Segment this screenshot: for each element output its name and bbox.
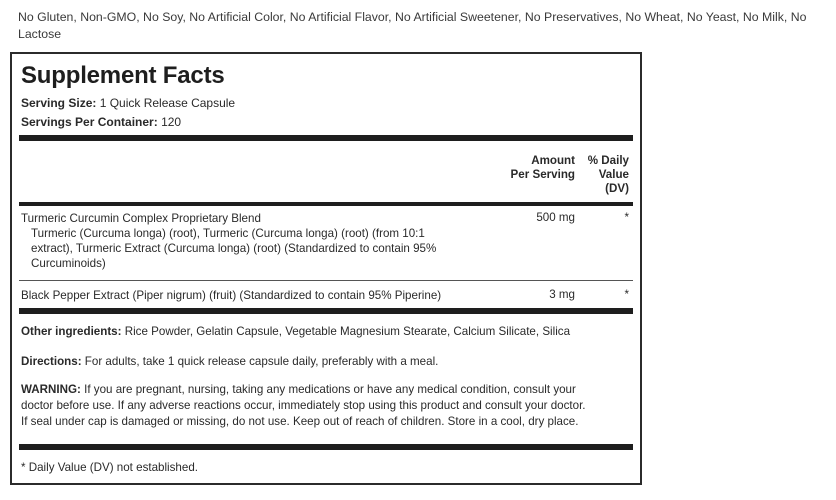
ingredient-name: Black Pepper Extract (Piper nigrum) (fruit) (Standardized to contain 95% Piperine) [21, 289, 442, 302]
row-divider [19, 280, 633, 281]
warning-label: WARNING: [21, 383, 81, 396]
ingredient-name: Turmeric Curcumin Complex Proprietary Blend [21, 212, 261, 225]
ingredient-detail [21, 226, 436, 271]
thick-divider [19, 444, 633, 450]
ingredient-detail-line: Turmeric (Curcuma longa) (root), Turmeric (Curcuma longa) (root) (from 10:1 [31, 227, 425, 240]
servings-value: 120 [161, 115, 182, 129]
amount-header [492, 154, 575, 182]
panel-title: Supplement Facts [21, 62, 225, 89]
ingredient-amount: 3 mg [549, 288, 575, 301]
allergen-statement: No Gluten, Non-GMO, No Soy, No Artificial Color, No Artificial Flavor, No Artificial Sweetener, No Preservatives, No Wheat, No Yeast, No Milk, No Lactose [18, 10, 807, 41]
warning-line: If you are pregnant, nursing, taking any medications or have any medical condition, consult your [84, 383, 576, 396]
ingredient-row [21, 288, 441, 303]
footnote: * Daily Value (DV) not established. [21, 461, 198, 474]
amount-header-line2: Per Serving [510, 168, 575, 181]
ingredient-dv: * [624, 288, 629, 301]
ingredient-dv: * [624, 211, 629, 224]
dv-header-line1: % Daily [587, 154, 629, 167]
servings-per-container [21, 115, 181, 129]
warning-line: If seal under cap is damaged or missing, do not use. Keep out of reach of children. Store in a cool, dry place. [21, 415, 579, 428]
dv-header-line2: Value [598, 168, 629, 181]
other-ingredients-label: Other ingredients: [21, 325, 122, 338]
daily-value-header [577, 154, 629, 196]
servings-label: Servings Per Container: [21, 115, 158, 129]
other-ingredients-text: Rice Powder, Gelatin Capsule, Vegetable Magnesium Stearate, Calcium Silicate, Silica [124, 325, 571, 338]
thick-divider [19, 135, 633, 141]
amount-header-line1: Amount [531, 154, 575, 167]
header-divider [19, 202, 633, 206]
warning-line: doctor before use. If any adverse reactions occur, immediately stop using this product and consult your doctor. [21, 399, 586, 412]
serving-size-label: Serving Size: [21, 96, 97, 110]
serving-size-value: 1 Quick Release Capsule [99, 96, 236, 110]
ingredient-detail-line: Curcuminoids) [31, 257, 106, 270]
serving-size [21, 96, 235, 110]
thick-divider [19, 308, 633, 314]
dv-header-line3: (DV) [605, 182, 629, 195]
directions-label: Directions: [21, 355, 82, 368]
directions-text: For adults, take 1 quick release capsule daily, preferably with a meal. [84, 355, 439, 368]
other-ingredients [21, 324, 633, 340]
warning [21, 382, 633, 430]
directions [21, 354, 633, 370]
ingredient-detail-line: extract), Turmeric Extract (Curcuma longa) (root) (Standardized to contain 95% [31, 242, 437, 255]
ingredient-amount: 500 mg [536, 211, 575, 224]
ingredient-row [21, 211, 436, 271]
supplement-facts-panel [10, 52, 642, 485]
